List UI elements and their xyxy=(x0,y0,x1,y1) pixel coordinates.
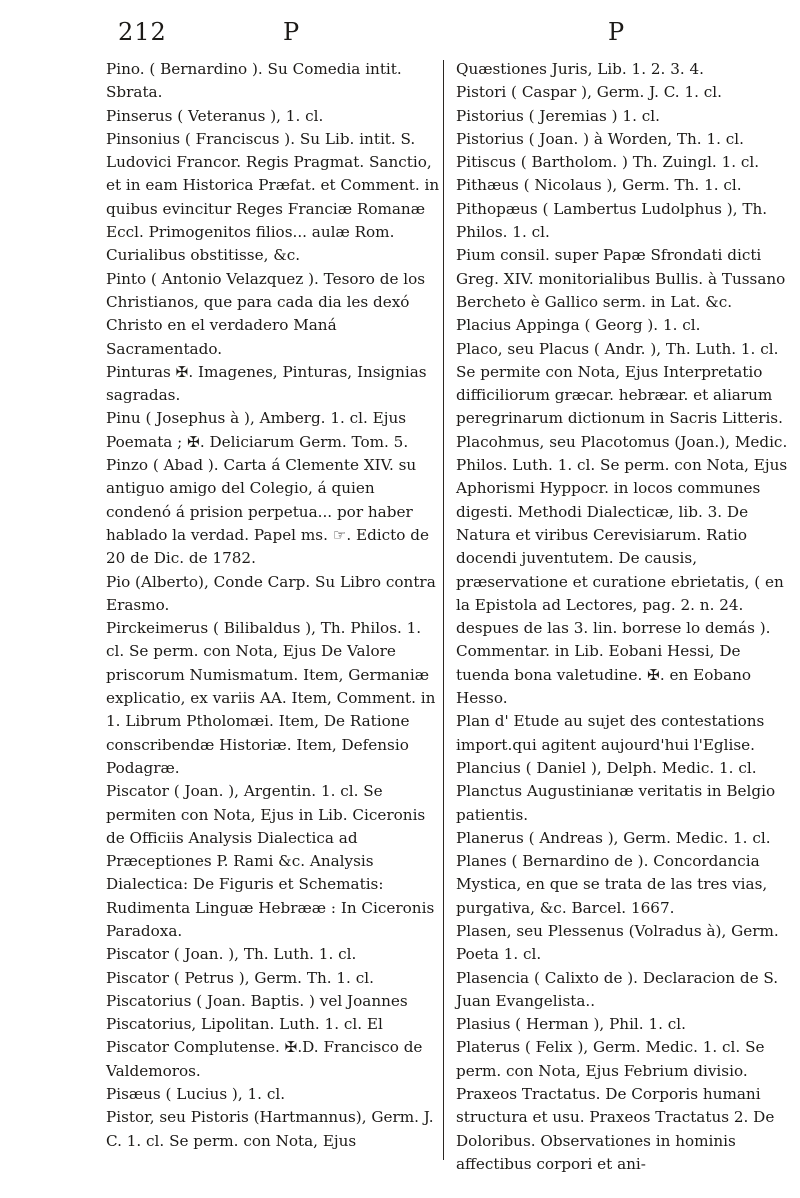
entry: Plancius ( Daniel ), Delph. Medic. 1. cl. xyxy=(456,758,757,777)
entry: Piscator ( Joan. ), Th. Luth. 1. cl. xyxy=(106,945,357,964)
entry: Planes ( Bernardino de ). Concordancia Mystica, en que se trata de las tres vias, purgativa, &c. Barcel. 1667. xyxy=(456,852,768,917)
entry: Pistorius ( Joan. ) à Worden, Th. 1. cl. xyxy=(456,129,744,148)
entry: Piscator ( Joan. ), Argentin. 1. cl. Se permiten con Nota, Ejus in Lib. Ciceronis de Officiis Analysis Dialectica ad Præceptiones P. Rami &c. Analysis Dialectica: De Figuris et Schematis: Rudimenta Linguæ Hebrææ : In Ciceronis Paradoxa. xyxy=(106,782,435,940)
column-divider xyxy=(443,60,444,1160)
entry: Placo, seu Placus ( Andr. ), Th. Luth. 1. cl. Se permite con Nota, Ejus Interpretatio difficiliorum græcar. hebræar. et aliarum peregrinarum dictionum in Sacris Litteris. xyxy=(456,339,783,428)
running-head-letter-left: P xyxy=(283,18,301,46)
entry: Quæstiones Juris, Lib. 1. 2. 3. 4. xyxy=(456,60,704,78)
entry: Pitiscus ( Bartholom. ) Th. Zuingl. 1. cl. xyxy=(456,153,760,172)
right-column xyxy=(456,58,793,1176)
entry: Pino. ( Bernardino ). Su Comedia intit. Sbrata. xyxy=(106,60,402,102)
entry: Pistori ( Caspar ), Germ. J. C. 1. cl. xyxy=(456,83,722,102)
entry: Pinserus ( Veteranus ), 1. cl. xyxy=(106,106,324,125)
entry: Placohmus, seu Placotomus (Joan.), Medic. Philos. Luth. 1. cl. Se perm. con Nota, Ejus Aphorismi Hyppocr. in locos communes digesti. Methodi Dialecticæ, lib. 3. De Natura et viribus Cerevisiarum. Ratio docendi juventutem. De causis, præservatione et curatione ebrietatis, ( en la Epistola ad Lectores, pag. 2. n. 24. despues de las 3. lin. borrese lo demás ). Commentar. in Lib. Eobani Hessi, De tuenda bona valetudine. ✠. en Eobano Hesso. xyxy=(456,432,788,708)
entry: Pinu ( Josephus à ), Amberg. 1. cl. Ejus Poemata ; ✠. Deliciarum Germ. Tom. 5. xyxy=(106,409,409,451)
entry: Pium consil. super Papæ Sfrondati dicti Greg. XIV. monitorialibus Bullis. à Tussano Bercheto è Gallico serm. in Lat. &c. xyxy=(456,246,786,311)
entry: Pirckeimerus ( Bilibaldus ), Th. Philos. 1. cl. Se perm. con Nota, Ejus De Valore priscorum Numismatum. Item, Germaniæ explicatio, ex variis AA. Item, Comment. in 1. Librum Ptholomæi. Item, De Ratione conscribendæ Historiæ. Item, Defensio Podagræ. xyxy=(106,619,436,777)
entry: Platerus ( Felix ), Germ. Medic. 1. cl. Se perm. con Nota, Ejus Febrium divisio. Praxeos Tractatus. De Corporis humani structura et usu. Praxeos Tractatus 2. De Doloribus. Observationes in hominis affectibus corpori et ani- xyxy=(456,1038,775,1173)
left-column xyxy=(106,58,443,1153)
entry: Planctus Augustinianæ veritatis in Belgio patientis. xyxy=(456,782,776,824)
entry: Pinturas ✠. Imagenes, Pinturas, Insignias sagradas. xyxy=(106,362,427,405)
entry: Pio (Alberto), Conde Carp. Su Libro contra Erasmo. xyxy=(106,572,436,614)
entry: Pisæus ( Lucius ), 1. cl. xyxy=(106,1085,286,1104)
entry: Piscatorius ( Joan. Baptis. ) vel Joannes Piscatorius, Lipolitan. Luth. 1. cl. El Piscator Complutense. ✠.D. Francisco de Valdemoros. xyxy=(106,991,423,1080)
running-head-letter-right: P xyxy=(608,18,626,46)
entry: Pistor, seu Pistoris (Hartmannus), Germ. J. C. 1. cl. Se perm. con Nota, Ejus xyxy=(106,1108,434,1150)
entry: Pithopæus ( Lambertus Ludolphus ), Th. Philos. 1. cl. xyxy=(456,199,768,242)
page-number: 212 xyxy=(118,18,167,46)
entry: Planerus ( Andreas ), Germ. Medic. 1. cl. xyxy=(456,828,771,847)
entry: Plasius ( Herman ), Phil. 1. cl. xyxy=(456,1015,686,1034)
entry: Pinsonius ( Franciscus ). Su Lib. intit. S. Ludovici Francor. Regis Pragmat. Sanctio, et in eam Historica Præfat. et Comment. in quibus evincitur Reges Franciæ Romanæ Eccl. Primogenitos filios... aulæ Rom. Curialibus obstitisse, &c. xyxy=(106,129,440,265)
entry: Plasen, seu Plessenus (Volradus à), Germ. Poeta 1. cl. xyxy=(456,921,779,964)
entry: Placius Appinga ( Georg ). 1. cl. xyxy=(456,316,701,335)
entry: Piscator ( Petrus ), Germ. Th. 1. cl. xyxy=(106,968,374,987)
entry: Pistorius ( Jeremias ) 1. cl. xyxy=(456,106,660,125)
entry: Pinto ( Antonio Velazquez ). Tesoro de los Christianos, que para cada dia les dexó Christo en el verdadero Maná Sacramentado. xyxy=(106,269,426,358)
entry: Plasencia ( Calixto de ). Declaracion de S. Juan Evangelista.. xyxy=(456,968,779,1010)
entry: Plan d' Etude au sujet des contestations import.qui agitent aujourd'hui l'Eglise. xyxy=(456,712,765,754)
entry: Pithæus ( Nicolaus ), Germ. Th. 1. cl. xyxy=(456,176,742,195)
entry: Pinzo ( Abad ). Carta á Clemente XIV. su antiguo amigo del Colegio, á quien condenó á prision perpetua... por haber hablado la verdad. Papel ms. ☞. Edicto de 20 de Dic. de 1782. xyxy=(106,456,429,568)
